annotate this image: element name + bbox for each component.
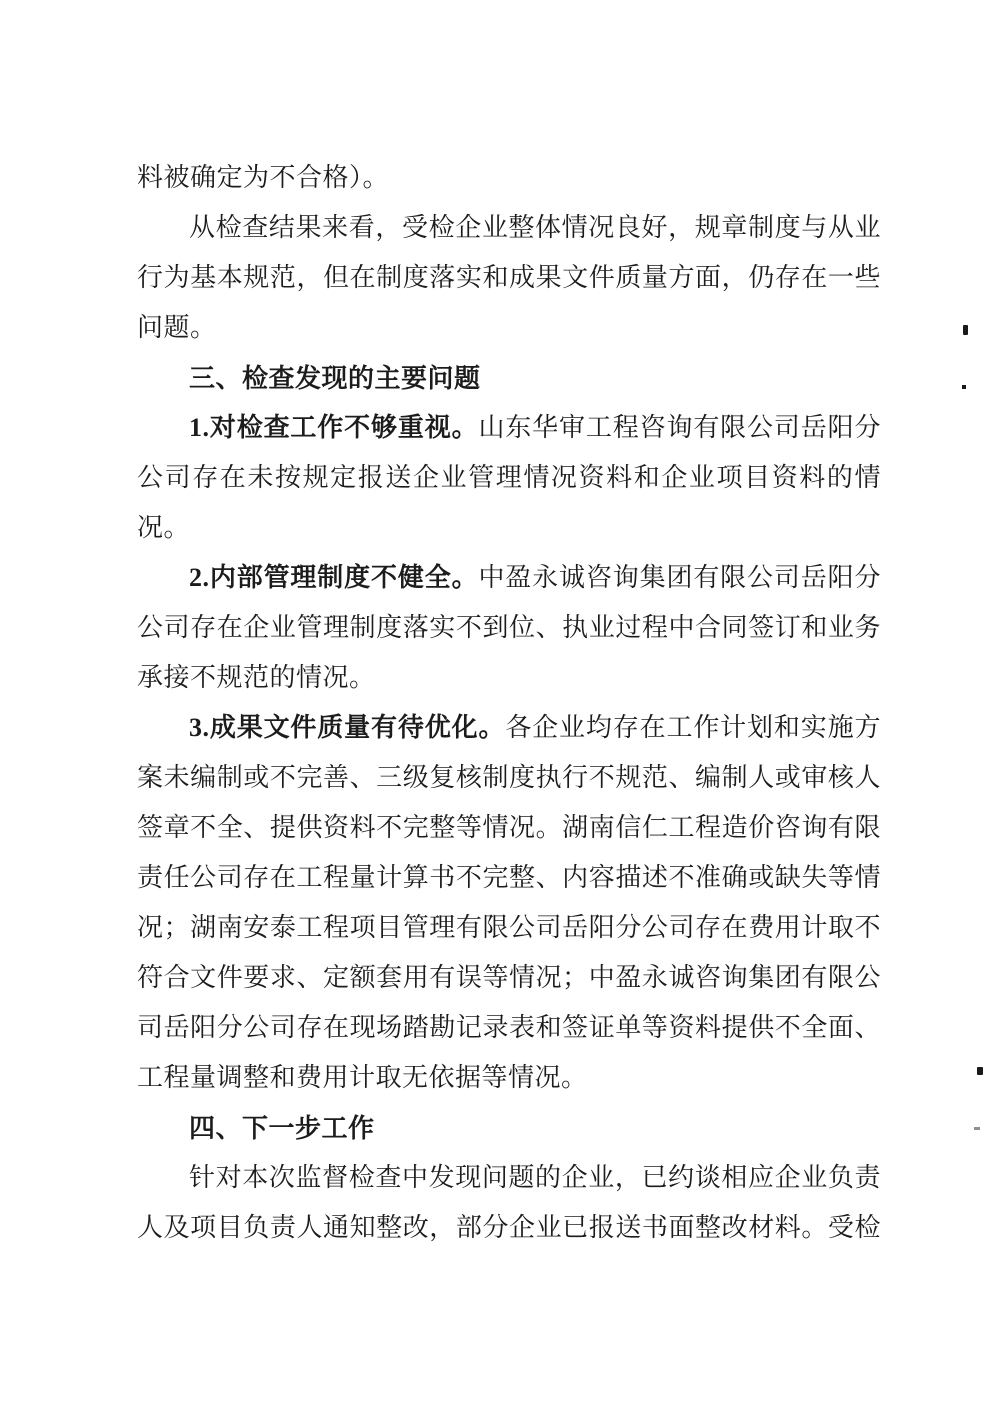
line-text: 从检查结果来看，受检企业整体情况良好，规章制度与从业	[189, 213, 881, 242]
line-text: 签章不全、提供资料不完整等情况。湖南信仁工程造价咨询有限	[137, 813, 881, 842]
line-text: 况。	[137, 513, 191, 542]
text-line	[137, 503, 881, 553]
scan-speck-4	[974, 1127, 980, 1130]
line-text: 各企业均存在工作计划和实施方	[505, 713, 881, 742]
line-text: 况；湖南安泰工程项目管理有限公司岳阳分公司存在费用计取不	[137, 913, 881, 942]
text-line	[137, 303, 881, 353]
text-line	[137, 903, 881, 953]
heading-text: 三、检查发现的主要问题	[189, 363, 481, 393]
section-heading-3	[137, 353, 881, 403]
line-text: 行为基本规范，但在制度落实和成果文件质量方面，仍存在一些	[137, 263, 881, 292]
line-text: 山东华审工程咨询有限公司岳阳分	[478, 413, 881, 442]
text-line	[137, 653, 881, 703]
text-line	[137, 153, 881, 203]
document-body	[137, 153, 881, 1253]
line-text: 承接不规范的情况。	[137, 663, 376, 692]
text-line	[137, 1203, 881, 1253]
text-line	[137, 753, 881, 803]
text-line	[137, 453, 881, 503]
heading-text: 四、下一步工作	[189, 1113, 375, 1143]
line-text: 符合文件要求、定额套用有误等情况；中盈永诚咨询集团有限公	[137, 963, 881, 992]
text-line	[137, 1003, 881, 1053]
text-line	[137, 1053, 881, 1103]
text-line	[137, 553, 881, 603]
line-text: 针对本次监督检查中发现问题的企业，已约谈相应企业负责	[189, 1163, 881, 1192]
line-text: 司岳阳分公司存在现场踏勘记录表和签证单等资料提供不全面、	[137, 1013, 881, 1042]
line-text: 公司存在企业管理制度落实不到位、执业过程中合同签订和业务	[137, 613, 881, 642]
text-line	[137, 703, 881, 753]
text-line	[137, 253, 881, 303]
text-line	[137, 1153, 881, 1203]
line-text: 公司存在未按规定报送企业管理情况资料和企业项目资料的情	[137, 463, 881, 492]
scan-speck-2	[962, 385, 966, 389]
scan-speck-1	[963, 325, 968, 335]
line-text: 责任公司存在工程量计算书不完整、内容描述不准确或缺失等情	[137, 863, 881, 892]
issue-2-lead: 2.内部管理制度不健全。	[189, 563, 479, 592]
line-text: 料被确定为不合格）。	[137, 163, 390, 192]
line-text: 人及项目负责人通知整改，部分企业已报送书面整改材料。受检	[137, 1213, 881, 1242]
text-line	[137, 953, 881, 1003]
scan-speck-3	[977, 1067, 983, 1075]
text-line	[137, 803, 881, 853]
text-line	[137, 853, 881, 903]
line-text: 工程量调整和费用计取无依据等情况。	[137, 1063, 588, 1092]
issue-3-lead: 3.成果文件质量有待优化。	[189, 713, 506, 742]
line-text: 案未编制或不完善、三级复核制度执行不规范、编制人或审核人	[137, 763, 881, 792]
text-line	[137, 403, 881, 453]
section-heading-4	[137, 1103, 881, 1153]
issue-1-lead: 1.对检查工作不够重视。	[189, 413, 479, 442]
text-line	[137, 203, 881, 253]
line-text: 中盈永诚咨询集团有限公司岳阳分	[478, 563, 881, 592]
line-text: 问题。	[137, 313, 217, 342]
text-line	[137, 603, 881, 653]
